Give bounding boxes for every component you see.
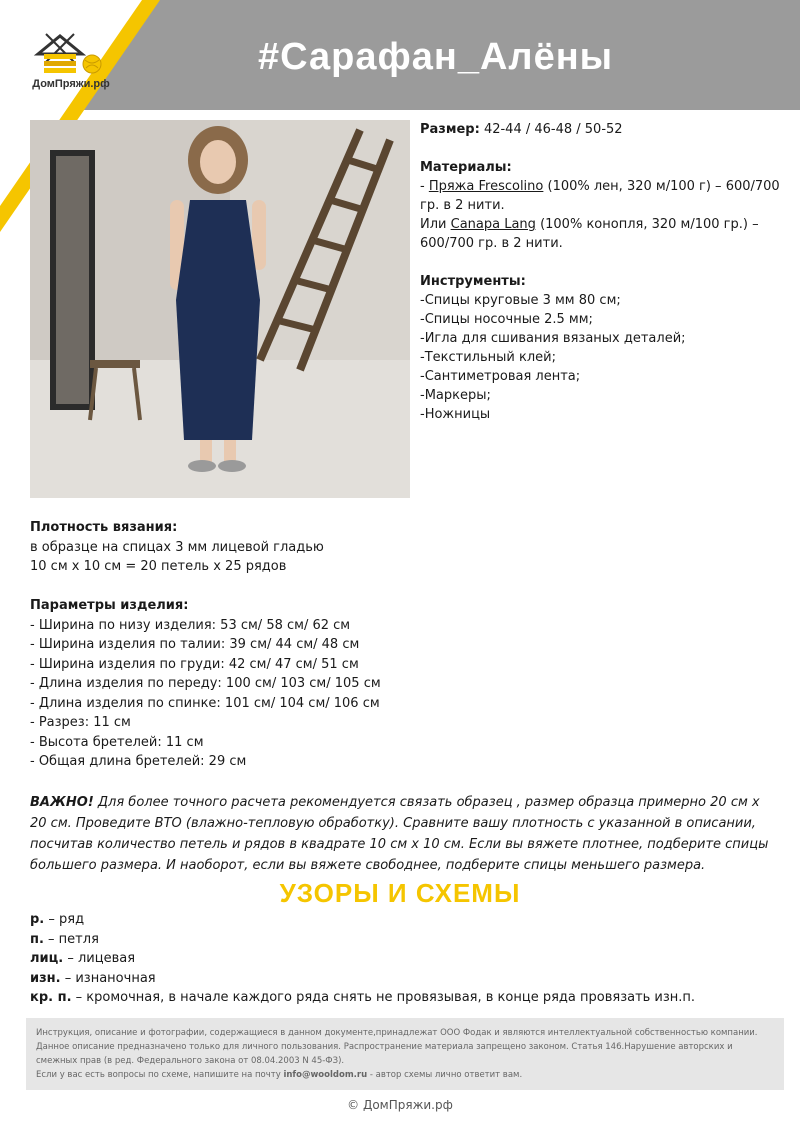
tool-item: -Маркеры; xyxy=(420,388,491,403)
param-item: - Ширина по низу изделия: 53 см/ 58 см/ 62 см xyxy=(30,617,351,633)
patterns-heading: УЗОРЫ И СХЕМЫ xyxy=(279,878,521,908)
page-title: #Сарафан_Алёны xyxy=(258,36,614,78)
param-item: - Ширина изделия по талии: 39 см/ 44 см/ 48 см xyxy=(30,637,360,652)
param-item: - Высота бретелей: 11 см xyxy=(30,734,204,750)
abbreviation-item: кр. п. – кромочная, в начале каждого ряда снять не провязывая, в конце ряда провязать изн.п. xyxy=(30,990,696,1005)
param-item: - Общая длина бретелей: 29 см xyxy=(30,754,247,769)
site-credit: © ДомПряжи.рф xyxy=(347,1098,453,1112)
important-note xyxy=(30,792,775,876)
param-item: - Ширина изделия по груди: 42 см/ 47 см/ 51 см xyxy=(30,656,359,672)
abbreviation-item: лиц. – лицевая xyxy=(30,951,136,966)
brand-logo[interactable] xyxy=(16,32,126,102)
abbreviation-item: изн. – изнаночная xyxy=(30,970,156,986)
materials-label: Материалы: xyxy=(420,160,512,175)
contact-email-link[interactable]: info@wooldom.ru xyxy=(283,1070,368,1080)
param-item: - Длина изделия по переду: 100 см/ 103 см/ 105 см xyxy=(30,676,381,691)
material-item: Или Canapa Lang (100% конопля, 320 м/100 гр.) – 600/700 гр. в 2 нити. xyxy=(420,217,759,251)
material-item: - Пряжа Frescolino (100% лен, 320 м/100 г) – 600/700 гр. в 2 нити. xyxy=(420,179,780,213)
details-section xyxy=(30,518,780,772)
logo-text: ДомПряжи.рф xyxy=(32,78,110,90)
product-photo xyxy=(30,120,410,498)
abbreviation-item: п. – петля xyxy=(30,931,99,947)
tool-item: -Сантиметровая лента; xyxy=(420,369,581,384)
gauge-line: в образце на спицах 3 мм лицевой гладью xyxy=(30,539,324,555)
tool-item: -Текстильный клей; xyxy=(420,350,556,365)
copyright-text: Инструкция, описание и фотографии, содержащиеся в данном документе,принадлежат ООО Фодак и являются интеллектуальной собственностью компании. Данное описание предназначено только для личного пользования. Распространение материала запрещено законом. Статья 146.Нарушение авторских и смежных прав (в ред. Федерального закона от 08.04.2003 N 45-ФЗ). Если у вас есть вопросы по схеме, напишите на почту info@wooldom.ru - автор схемы лично ответит вам. xyxy=(36,1028,758,1080)
yarn-link-canapa-lang[interactable]: Canapa Lang xyxy=(450,217,536,232)
copyright-box xyxy=(26,1018,784,1090)
tool-item: -Спицы круговые 3 мм 80 см; xyxy=(420,293,621,308)
yarn-link-frescolino[interactable]: Пряжа Frescolino xyxy=(428,179,544,194)
abbreviations-list xyxy=(30,910,780,1008)
tool-item: -Игла для сшивания вязаных деталей; xyxy=(420,331,686,346)
specs-column xyxy=(420,120,790,424)
house-yarn-icon xyxy=(16,32,126,80)
params-label: Параметры изделия: xyxy=(30,598,189,613)
important-label: ВАЖНО! xyxy=(30,795,94,810)
param-item: - Длина изделия по спинке: 101 см/ 104 см/ 106 см xyxy=(30,695,380,711)
tool-item: -Спицы носочные 2.5 мм; xyxy=(420,312,593,327)
important-text: Для более точного расчета рекомендуется связать образец , размер образца примерно 20 см х 20 см. Проведите ВТО (влажно-тепловую обработку). Сравните вашу плотность с указанной в описании, посчитав количество петель и рядов в квадрате 10 см х 10 см. Если вы вяжете плотнее, подберите спицы большего размера. И наоборот, если вы вяжете свободнее, подберите спицы меньшего размера. xyxy=(30,795,769,873)
abbreviation-item: р. – ряд xyxy=(30,912,85,927)
param-item: - Разрез: 11 см xyxy=(30,715,131,730)
tool-item: -Ножницы xyxy=(420,407,491,422)
gauge-line: 10 см х 10 см = 20 петель х 25 рядов xyxy=(30,559,287,574)
gauge-label: Плотность вязания: xyxy=(30,520,178,535)
size-value: 42-44 / 46-48 / 50-52 xyxy=(479,122,623,137)
tools-label: Инструменты: xyxy=(420,274,526,289)
size-line xyxy=(420,120,790,139)
size-label: Размер: xyxy=(420,122,480,137)
